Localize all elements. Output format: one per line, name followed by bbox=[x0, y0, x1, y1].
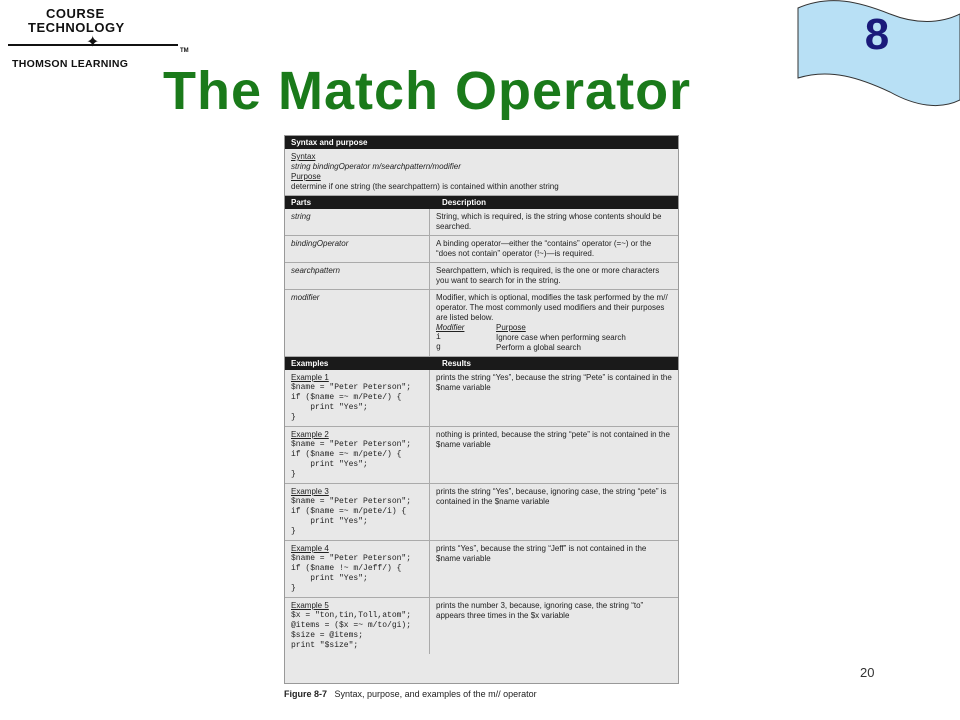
syntax-section bbox=[285, 149, 678, 196]
example-result: prints the number 3, because, ignoring case, the string “to” appears three times in the $x variable bbox=[436, 601, 644, 620]
example-result: prints the string “Yes”, because the string “Pete” is contained in the $name variable bbox=[436, 373, 672, 392]
results-header: Results bbox=[442, 359, 471, 368]
example-label: Example 3 bbox=[291, 487, 329, 496]
purpose-col-header: Purpose bbox=[496, 323, 526, 332]
syntax-header-bar bbox=[285, 136, 678, 149]
example-code: $name = "Peter Peterson"; if ($name =~ m/pete/) { print "Yes"; } bbox=[291, 440, 412, 479]
example-label: Example 2 bbox=[291, 430, 329, 439]
syntax-header: Syntax and purpose bbox=[291, 138, 368, 147]
purpose-text: determine if one string (the searchpattern) is contained within another string bbox=[291, 182, 559, 191]
course-technology-logo bbox=[8, 6, 188, 68]
part-desc: A binding operator—either the “contains” operator (=~) or the “does not contain” operator (!~)—is required. bbox=[436, 239, 652, 258]
logo-trademark: TM bbox=[180, 48, 189, 54]
example-label: Example 4 bbox=[291, 544, 329, 553]
example-code: $x = "ton,tin,Toll,atom"; @items = ($x =~ m/to/gi); $size = @items; print "$size"; bbox=[291, 611, 412, 650]
modifier-key: g bbox=[436, 343, 441, 352]
example-code: $name = "Peter Peterson"; if ($name !~ m/Jeff/) { print "Yes"; } bbox=[291, 554, 412, 593]
syntax-label: Syntax bbox=[291, 152, 316, 161]
syntax-text: string bindingOperator m/searchpattern/modifier bbox=[291, 162, 461, 171]
examples-header-bar bbox=[285, 357, 678, 370]
examples-header: Examples bbox=[291, 359, 329, 368]
syntax-figure bbox=[284, 135, 679, 684]
logo-line-1: COURSE bbox=[46, 6, 105, 21]
parts-row bbox=[285, 209, 678, 236]
slide-title: The Match Operator bbox=[163, 61, 692, 121]
parts-row bbox=[285, 236, 678, 263]
example-label: Example 1 bbox=[291, 373, 329, 382]
purpose-label: Purpose bbox=[291, 172, 321, 181]
part-desc-modifier bbox=[430, 290, 678, 356]
modifier-value: Perform a global search bbox=[496, 343, 581, 352]
example-result: nothing is printed, because the string “pete” is not contained in the $name variable bbox=[436, 430, 670, 449]
chapter-number: 8 bbox=[864, 10, 890, 59]
parts-row bbox=[285, 263, 678, 290]
modifier-table bbox=[436, 323, 672, 353]
parts-header: Parts bbox=[291, 198, 312, 207]
example-code: $name = "Peter Peterson"; if ($name =~ m/pete/i) { print "Yes"; } bbox=[291, 497, 412, 536]
example-result: prints the string “Yes”, because, ignoring case, the string “pete” is contained in the $name variable bbox=[436, 487, 667, 506]
modifier-key: i bbox=[436, 333, 441, 342]
example-row bbox=[285, 427, 678, 484]
parts-header-bar bbox=[285, 196, 678, 209]
example-row bbox=[285, 484, 678, 541]
logo-star-icon: ✦ bbox=[86, 34, 100, 51]
part-name: bindingOperator bbox=[285, 236, 430, 262]
chapter-flag bbox=[790, 0, 960, 110]
page-number: 20 bbox=[860, 665, 875, 680]
parts-row bbox=[285, 290, 678, 357]
example-label: Example 5 bbox=[291, 601, 329, 610]
example-code: $name = "Peter Peterson"; if ($name =~ m/Pete/) { print "Yes"; } bbox=[291, 383, 412, 422]
part-name: searchpattern bbox=[285, 263, 430, 289]
example-row bbox=[285, 541, 678, 598]
logo-line-3: THOMSON LEARNING bbox=[12, 58, 129, 70]
part-name: modifier bbox=[285, 290, 430, 356]
caption-label: Figure 8-7 bbox=[284, 689, 328, 699]
part-name: string bbox=[285, 209, 430, 235]
example-row bbox=[285, 370, 678, 427]
caption-text: Syntax, purpose, and examples of the m// operator bbox=[334, 689, 537, 699]
modifier-col-header: Modifier bbox=[436, 323, 465, 332]
description-header: Description bbox=[442, 198, 487, 207]
logo-line-2: TECHNOLOGY bbox=[28, 20, 125, 35]
part-desc: String, which is required, is the string whose contents should be searched. bbox=[436, 212, 662, 231]
part-desc: Modifier, which is optional, modifies the task performed by the m// operator. The most commonly used modifiers and their purposes are listed below. bbox=[436, 293, 668, 322]
modifier-value: Ignore case when performing search bbox=[496, 333, 626, 342]
example-row bbox=[285, 598, 678, 654]
part-desc: Searchpattern, which is required, is the one or more characters you want to search for in the string. bbox=[436, 266, 660, 285]
example-result: prints “Yes”, because the string “Jeff” is not contained in the $name variable bbox=[436, 544, 647, 563]
figure-caption bbox=[284, 689, 537, 699]
